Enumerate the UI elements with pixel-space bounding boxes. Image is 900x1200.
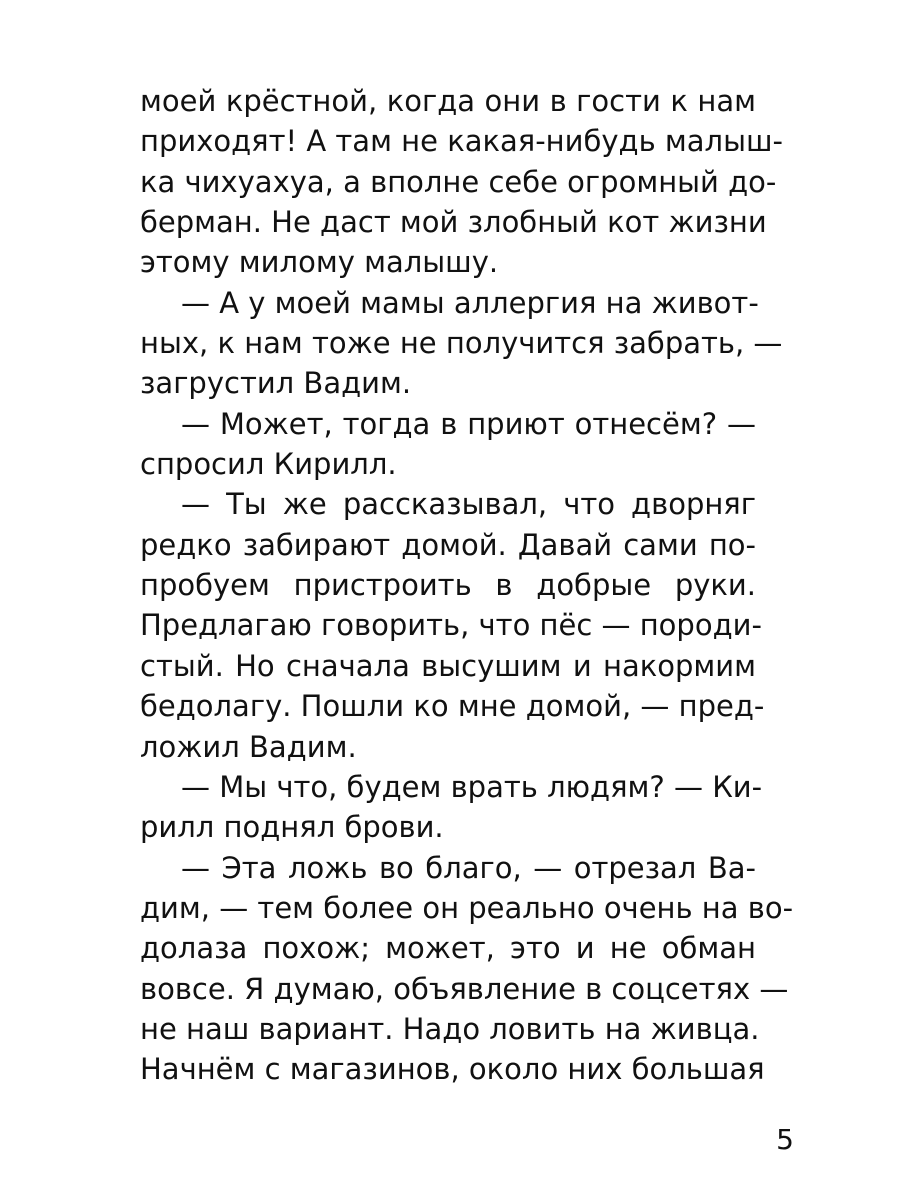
text-line: — Эта ложь во благо, — отрезал Ва-	[181, 850, 756, 885]
text-line: дим, — тем более он реально очень на во-	[140, 890, 794, 925]
text-line: не наш вариант. Надо ловить на живца.	[140, 1011, 760, 1046]
page-number: 5	[776, 1123, 794, 1156]
text-line: долаза похож; может, это и не обман	[140, 931, 756, 966]
text-line: рилл поднял брови.	[140, 810, 444, 845]
text-line: — А у моей мамы аллергия на живот-	[181, 285, 759, 320]
text-line: вовсе. Я думаю, объявление в соцсетях —	[140, 971, 789, 1006]
text-line: Начнём с магазинов, около них большая	[140, 1052, 765, 1087]
text-line: ных, к нам тоже не получится забрать, —	[140, 326, 783, 361]
body-text	[140, 81, 794, 1090]
text-line: берман. Не даст мой злобный кот жизни	[140, 205, 767, 240]
text-line: спросил Кирилл.	[140, 447, 397, 482]
text-line: загрустил Вадим.	[140, 366, 412, 401]
text-line: ложил Вадим.	[140, 729, 357, 764]
text-line: — Ты же рассказывал, что дворняг	[181, 487, 756, 522]
text-line: — Мы что, будем врать людям? — Ки-	[181, 769, 763, 804]
text-line: Предлагаю говорить, что пёс — породи-	[140, 608, 762, 643]
text-line: моей крёстной, когда они в гости к нам	[140, 84, 756, 118]
text-line: приходят! А там не какая-нибудь малыш-	[140, 124, 783, 159]
text-line: пробуем пристроить в добрые руки.	[140, 568, 756, 603]
text-line: стый. Но сначала высушим и накормим	[140, 648, 756, 683]
text-line: редко забирают домой. Давай сами по-	[140, 527, 756, 562]
text-line: бедолагу. Пошли ко мне домой, — пред-	[140, 689, 765, 724]
text-line: ка чихуахуа, а вполне себе огромный до-	[140, 164, 777, 199]
text-line: этому милому малышу.	[140, 245, 499, 280]
text-line: — Может, тогда в приют отнесём? —	[181, 406, 756, 441]
